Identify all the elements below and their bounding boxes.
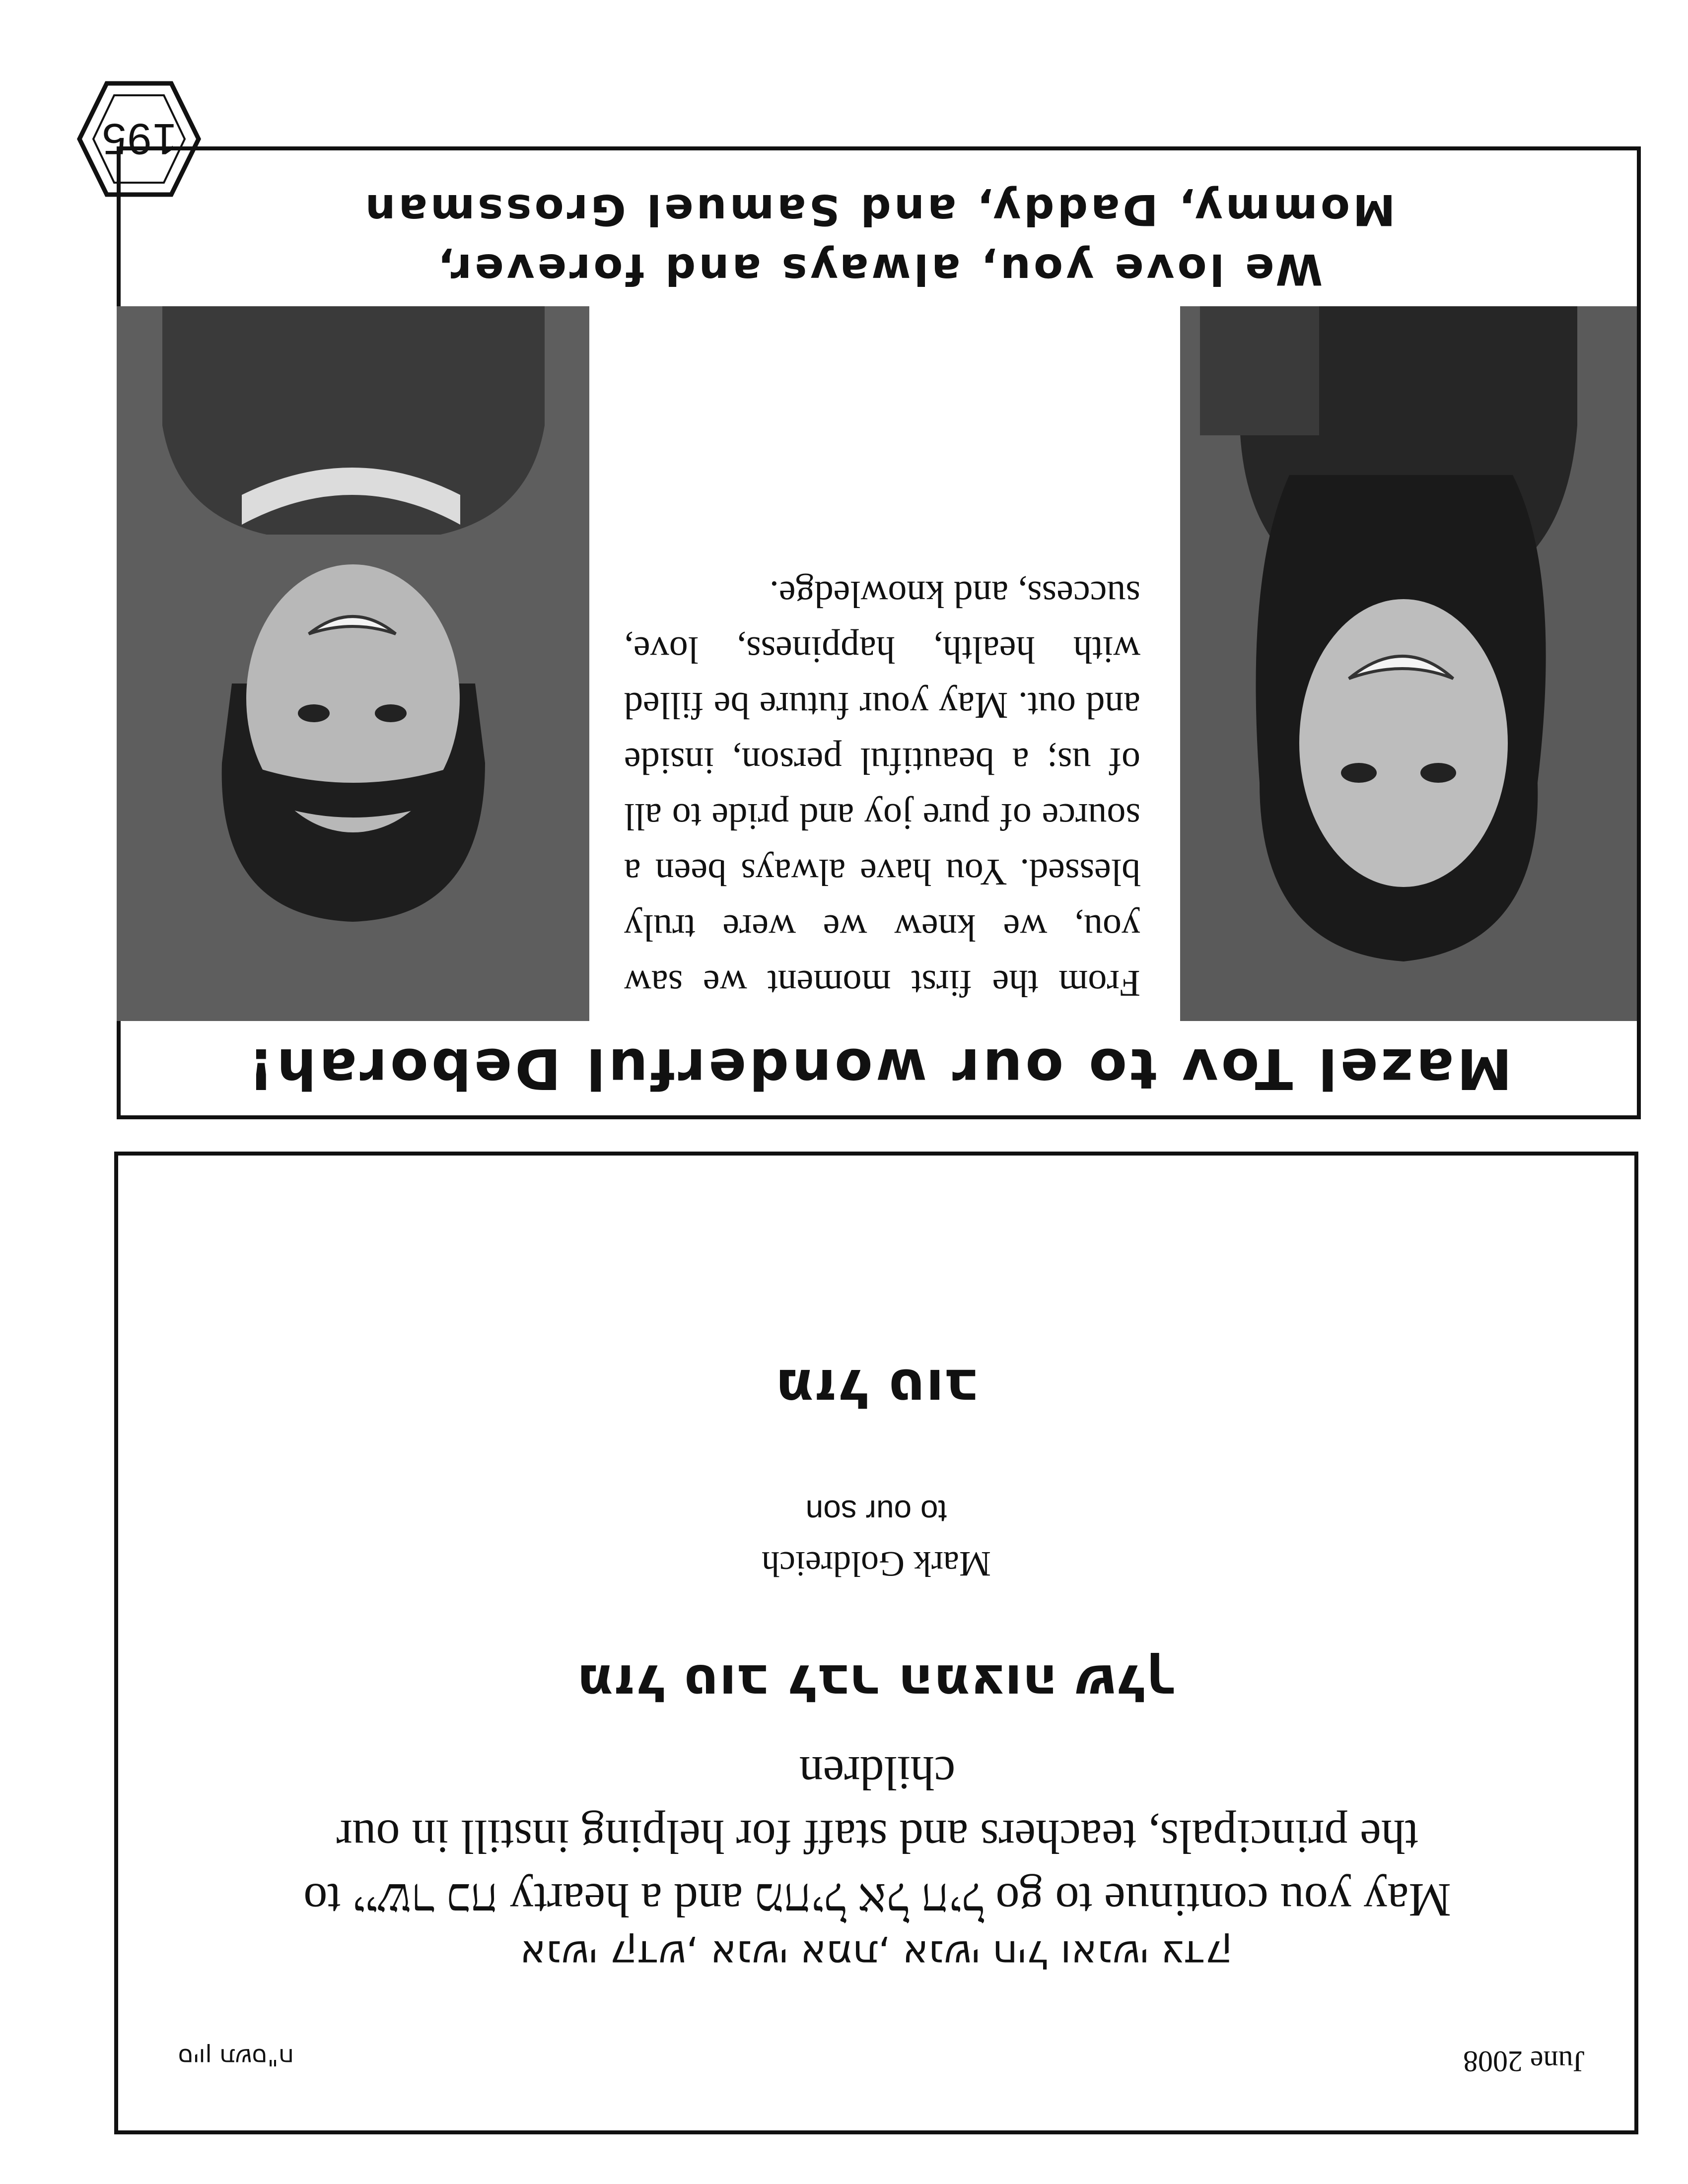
hebrew-blessing: אנשי קדש, אנשי אמת, אנשי חיל ואנשי צדק	[520, 1932, 1233, 1977]
ad-message: May you continue to go מחיל אל חיל and a hearty יישר כח to the principals, teachers and staff for helping instill in our children	[303, 1747, 1451, 1927]
portrait-photo-image	[1180, 306, 1637, 1021]
ad-message: From the first moment we saw you, we knew we were truly blessed. You have always been a source of pure joy and pride to all of us; a beautiful person, inside and out. May your future be filled with health, happiness, love, success, and knowledge.	[624, 573, 1140, 1004]
portrait-photo-image	[117, 306, 589, 1021]
signoff-line-2: Mommy, Daddy, and Samuel Grossman	[362, 185, 1396, 234]
ad-headline: Mazel Tov to our wonderful Deborah!	[245, 1036, 1512, 1100]
mazal-tov-heading: מזל טוב	[774, 1357, 978, 1421]
signoff-line-1: We love you, always and forever,	[434, 244, 1323, 294]
photo-older-girl	[1180, 306, 1637, 1021]
honoree-name: Mark Goldreich	[762, 1544, 991, 1584]
ad-signoff	[121, 180, 1637, 299]
to-our-son: to our son	[805, 1494, 947, 1529]
photo-young-girl	[117, 306, 589, 1021]
hebrew-date: סיון תשס"ח	[178, 2043, 294, 2071]
hebrew-title: מזל טוב לבר המצוה שלך	[576, 1653, 1176, 1713]
ad-date: June 2008	[1463, 2045, 1585, 2078]
page-number: 195	[101, 115, 177, 164]
ad-deborah	[117, 146, 1641, 1119]
ad-goldreich	[114, 1152, 1638, 2134]
